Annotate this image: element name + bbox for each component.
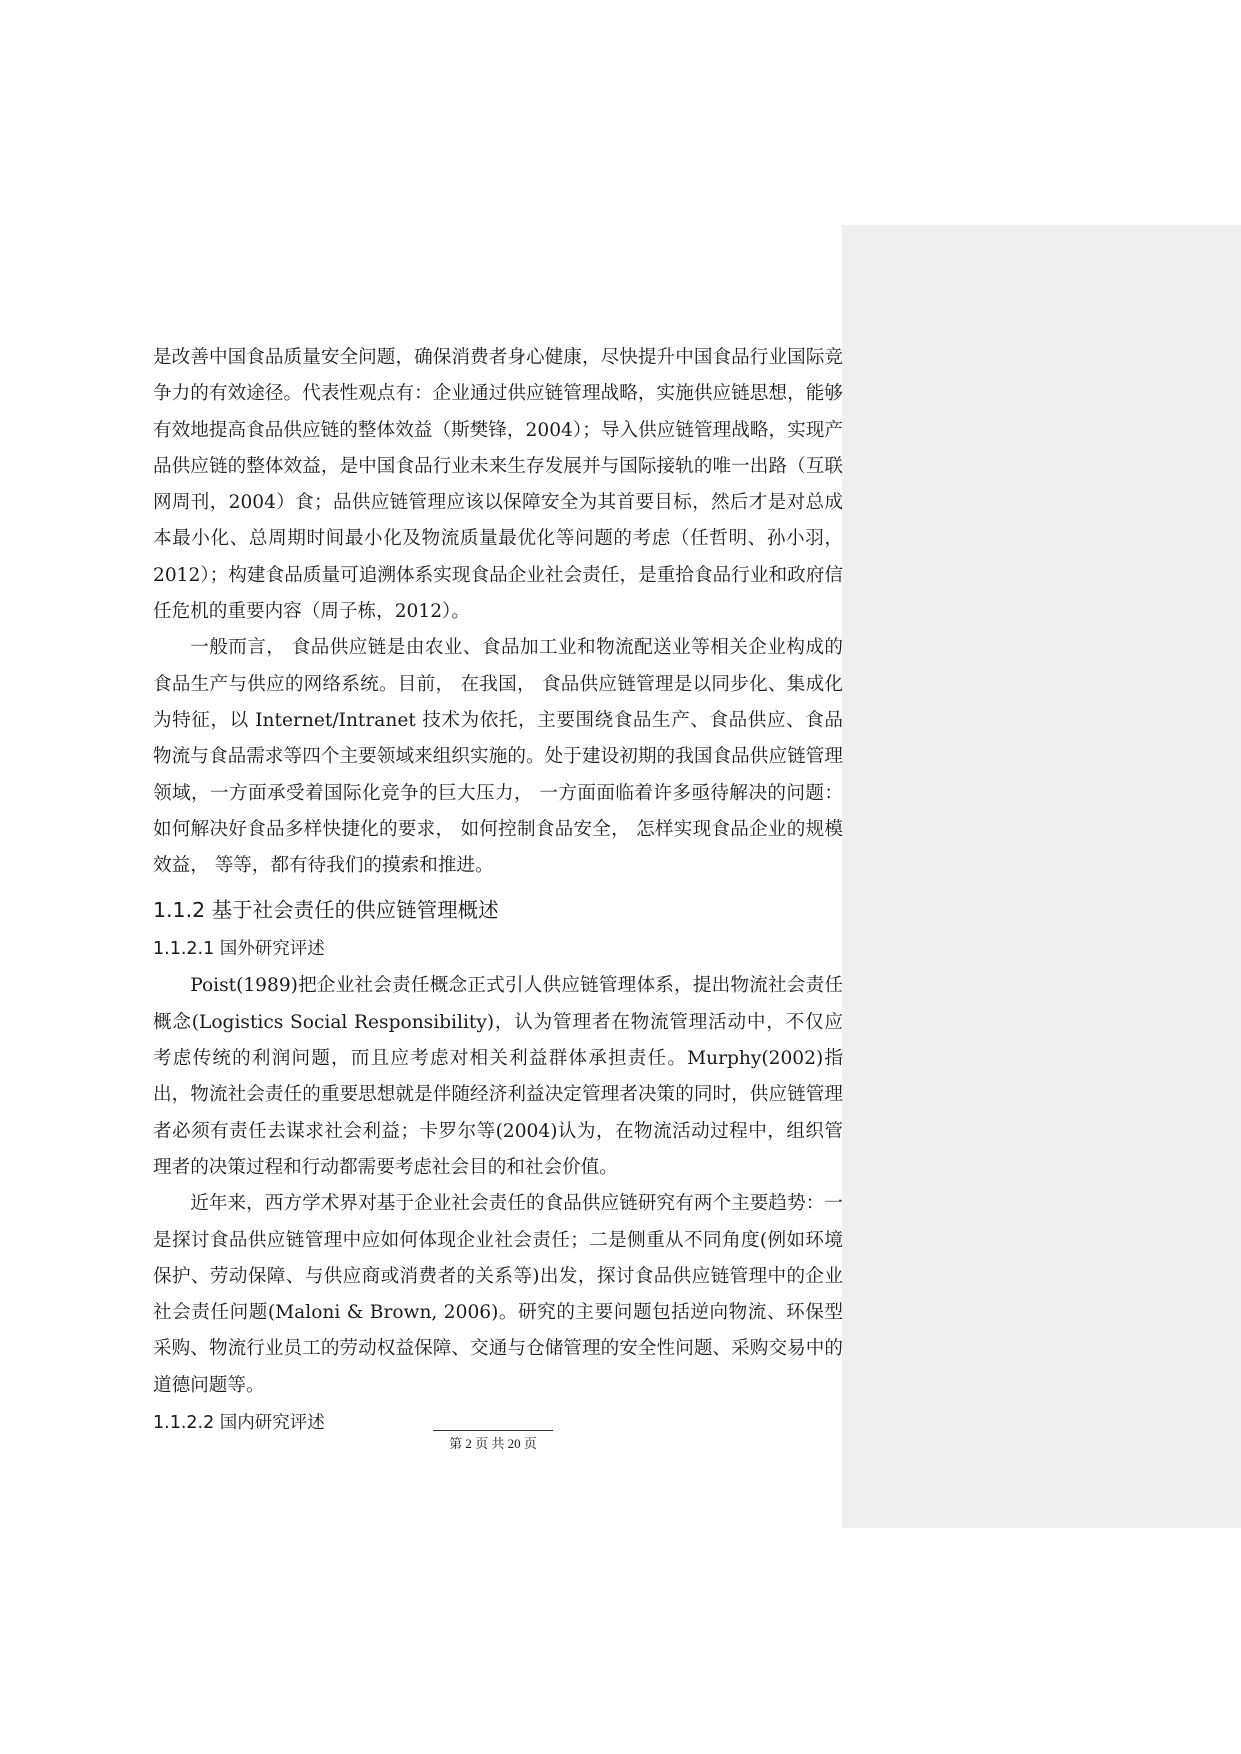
body-paragraph: 近年来，西方学术界对基于企业社会责任的食品供应链研究有两个主要趋势：一是探讨食品供应链管理中应如何体现企业社会责任；二是侧重从不同角度(例如环境保护、劳动保障、与供应商或消费者的关系等)出发，探讨食品供应链管理中的企业社会责任问题(Maloni & Brown, 2006)。研究的主要问题包括逆向物流、环保型采购、物流行业员工的劳动权益保障、交通与仓储管理的安全性问题、采购交易中的道德问题等。 <box>153 1193 843 1396</box>
comment-pane <box>842 225 1241 1528</box>
page-footer: 第 2 页 共 20 页 <box>433 1430 553 1453</box>
subsection-heading: 1.1.2.1 国外研究评述 <box>153 939 325 960</box>
body-paragraph: Poist(1989)把企业社会责任概念正式引人供应链管理体系，提出物流社会责任概念(Logistics Social Responsibility)，认为管理者在物流管理活动中，不仅应考虑传统的利润问题，而且应考虑对相关利益群体承担责任。Murphy(2002)指出，物流社会责任的重要思想就是伴随经济利益决定管理者决策的同时，供应链管理者必须有责任去谋求社会利益；卡罗尔等(2004)认为，在物流活动过程中，组织管理者的决策过程和行动都需要考虑社会目的和社会价值。 <box>153 975 843 1178</box>
body-paragraph: 一般而言， 食品供应链是由农业、食品加工业和物流配送业等相关企业构成的食品生产与供应的网络系统。目前， 在我国， 食品供应链管理是以同步化、集成化为特征，以 Internet/Intranet 技术为依托，主要围绕食品生产、食品供应、食品物流与食品需求等四个主要领域来组织实施的。处于建设初期的我国食品供应链管理领域，一方面承受着国际化竞争的巨大压力， 一方面面临着许多亟待解决的问题：如何解决好食品多样快捷化的要求， 如何控制食品安全， 怎样实现食品企业的规模效益， 等等，都有待我们的摸索和推进。 <box>153 637 843 877</box>
page-body <box>153 340 843 1442</box>
body-paragraph: 是改善中国食品质量安全问题，确保消费者身心健康，尽快提升中国食品行业国际竞争力的有效途径。代表性观点有：企业通过供应链管理战略，实施供应链思想，能够有效地提高食品供应链的整体效益（斯樊锋，2004）；导入供应链管理战略，实现产品供应链的整体效益，是中国食品行业未来生存发展并与国际接轨的唯一出路（互联网周刊，2004）食；品供应链管理应该以保障安全为其首要目标，然后才是对总成本最小化、总周期时间最小化及物流质量最优化等问题的考虑（任哲明、孙小羽，2012）；构建食品质量可追溯体系实现食品企业社会责任，是重拾食品行业和政府信任危机的重要内容（周子栋，2012）。 <box>153 347 843 623</box>
subsection-heading: 1.1.2.2 国内研究评述 <box>153 1413 325 1434</box>
section-heading: 1.1.2 基于社会责任的供应链管理概述 <box>153 898 499 923</box>
